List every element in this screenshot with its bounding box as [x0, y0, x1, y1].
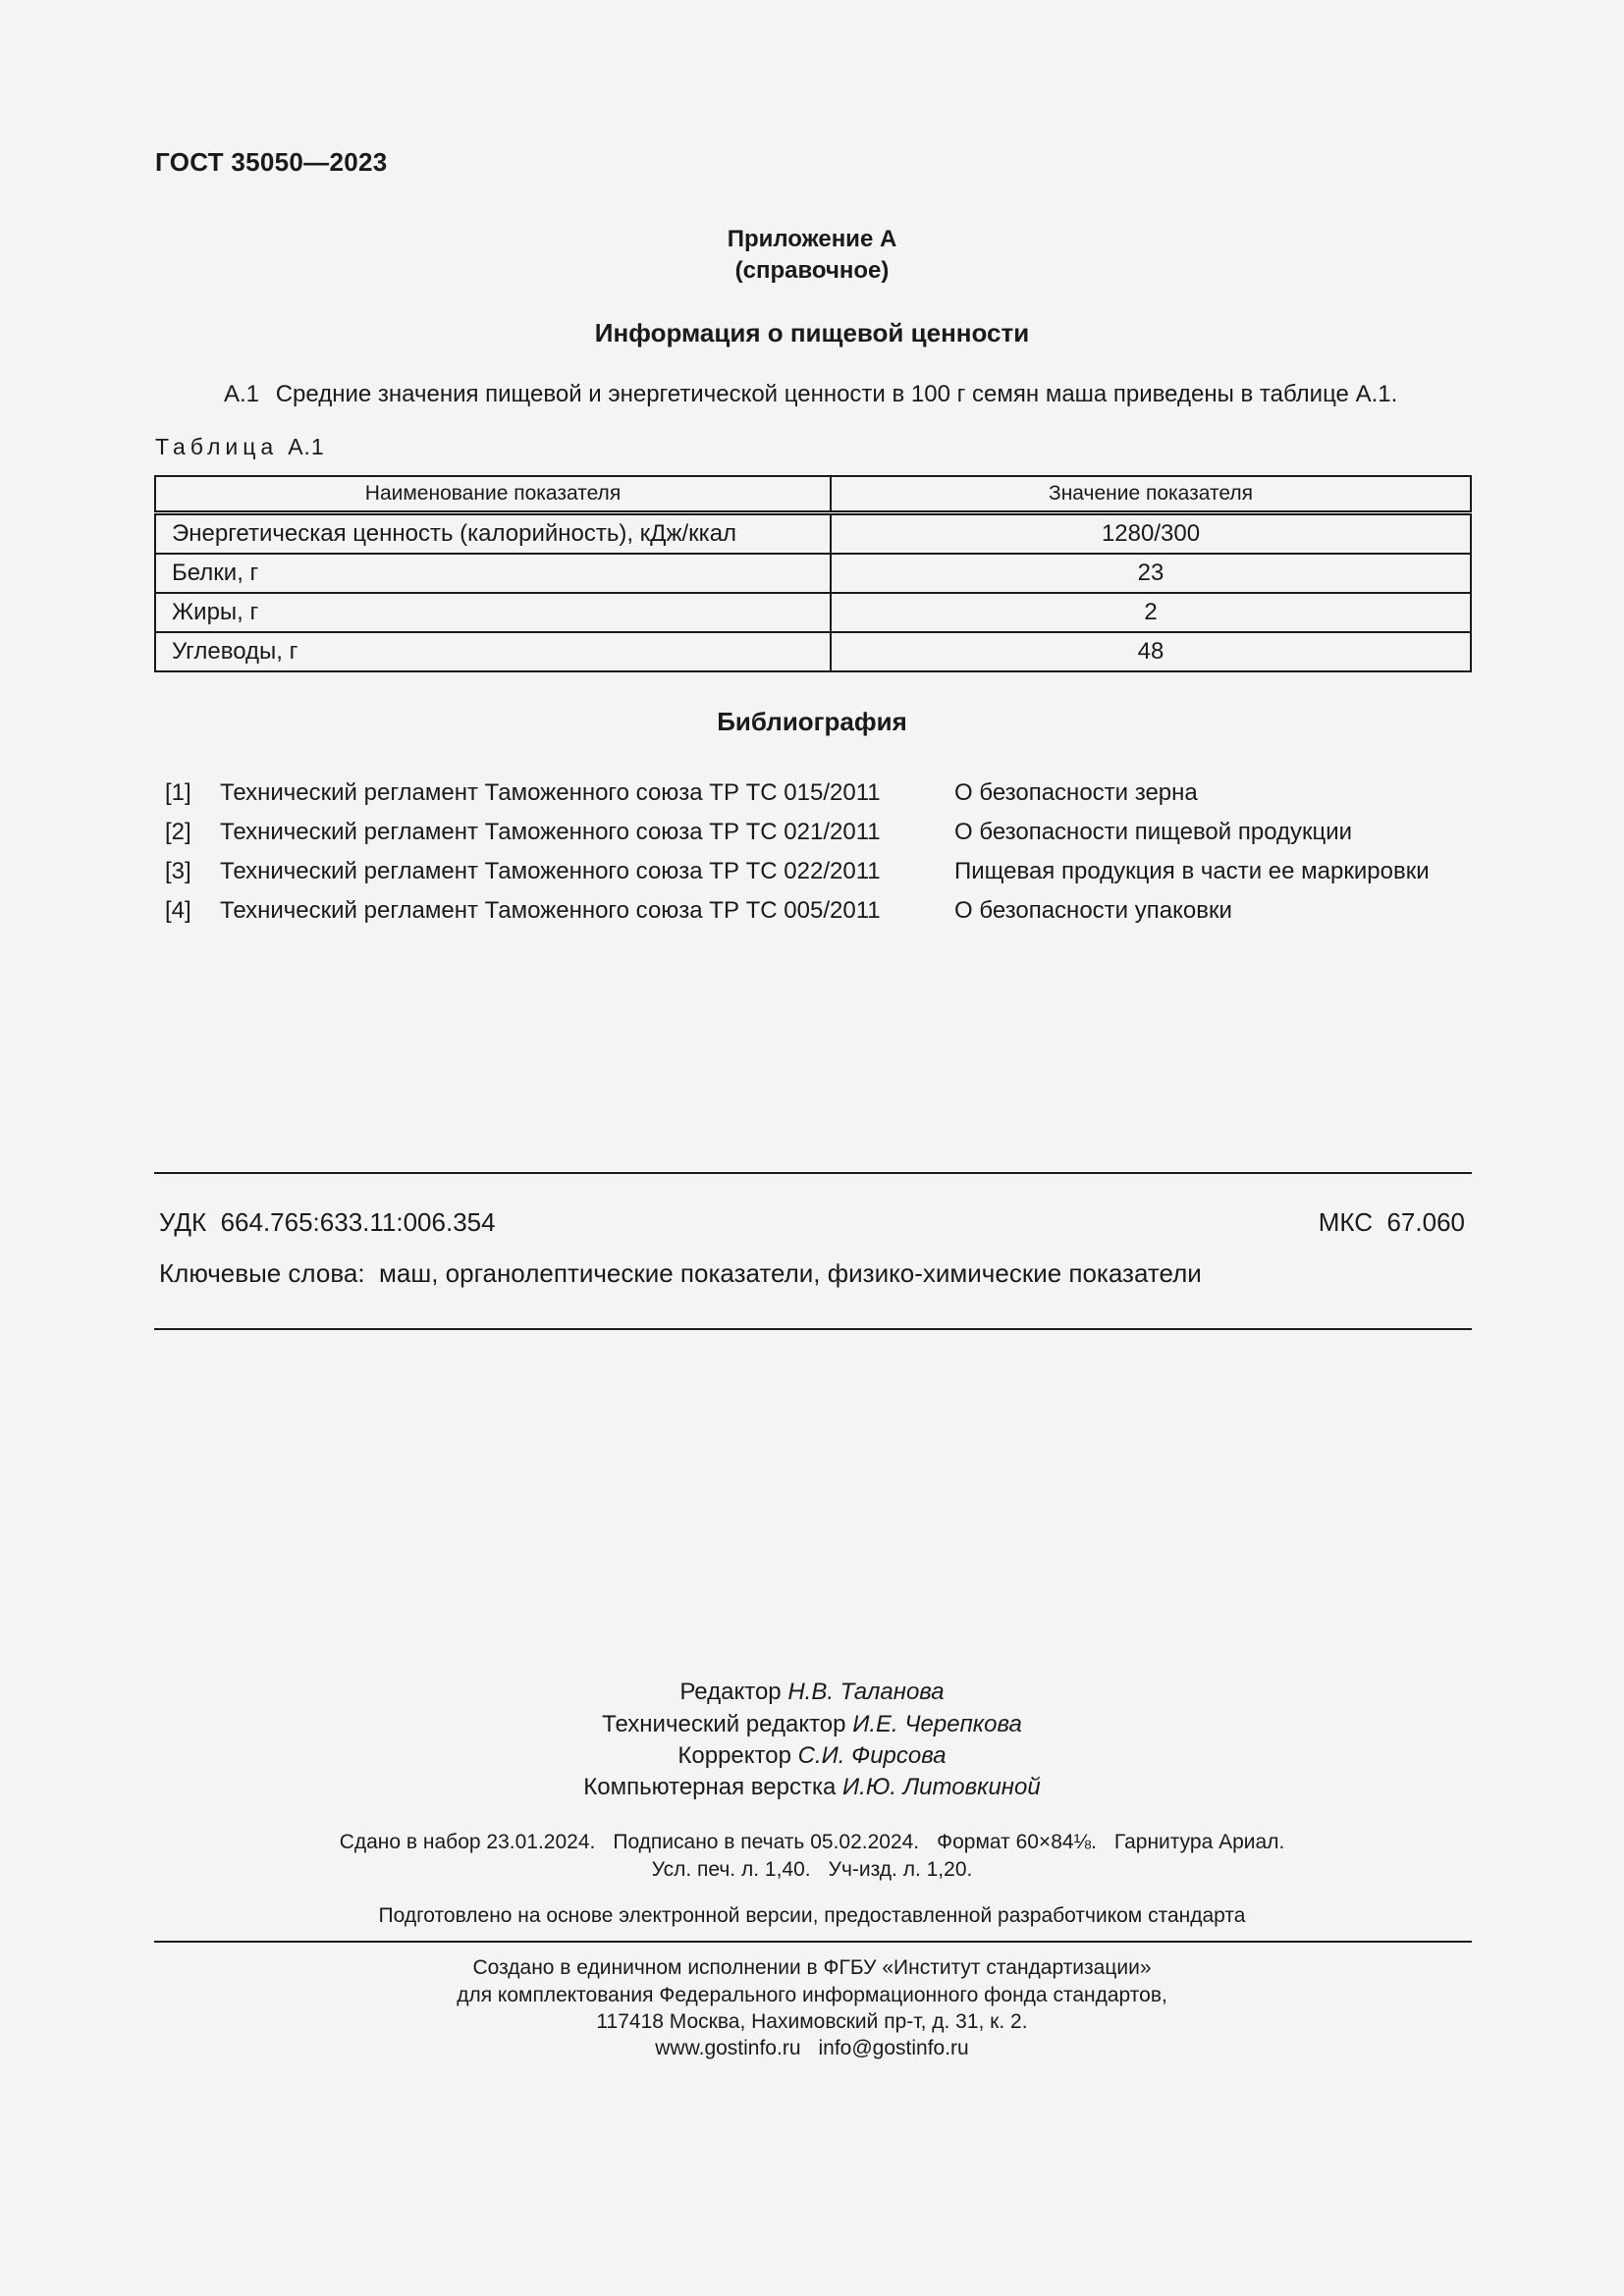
column-header-indicator: Наименование показателя	[155, 476, 831, 513]
mks-value: 67.060	[1386, 1207, 1465, 1237]
imprint-contacts	[0, 2037, 1624, 2060]
keywords-value: маш, органолептические показатели, физико-химические показатели	[379, 1258, 1202, 1288]
imprint-publisher-sheets: Уч-изд. л. 1,20.	[828, 1858, 973, 1881]
credit-line	[0, 1711, 1624, 1738]
table-row	[155, 632, 1471, 671]
bibliography-subject: О безопасности зерна	[954, 779, 1198, 806]
imprint-print-sheets: Усл. печ. л. 1,40.	[651, 1858, 811, 1881]
mks-label: МКС	[1318, 1207, 1374, 1237]
indicator-cell: Энергетическая ценность (калорийность), кДж/ккал	[155, 513, 831, 555]
udk-code	[159, 1207, 496, 1238]
nutrition-table	[154, 475, 1472, 672]
table-caption-number: А.1	[288, 434, 325, 459]
bibliography-subject: О безопасности упаковки	[954, 897, 1232, 924]
credit-role: Корректор	[677, 1742, 791, 1769]
bibliography-regulation: Технический регламент Таможенного союза ТР ТС 005/2011	[220, 897, 881, 924]
appendix-subtitle: (справочное)	[734, 257, 890, 284]
imprint-address: 117418 Москва, Нахимовский пр-т, д. 31, к. 2.	[596, 2010, 1028, 2033]
bibliography-number: [1]	[165, 779, 191, 806]
imprint-line-2	[0, 1858, 1624, 1882]
imprint-format: Формат 60×84⅛.	[937, 1831, 1097, 1853]
divider-bottom	[154, 1328, 1472, 1330]
appendix-title: Приложение А	[727, 226, 897, 252]
credit-name: С.И. Фирсова	[797, 1742, 947, 1769]
value-cell: 1280/300	[831, 513, 1471, 555]
value-cell: 23	[831, 554, 1471, 593]
bibliography-regulation: Технический регламент Таможенного союза ТР ТС 021/2011	[220, 819, 881, 845]
divider-imprint	[154, 1941, 1472, 1943]
bibliography-number: [4]	[165, 897, 191, 924]
imprint-created-2: для комплектования Федерального информационного фонда стандартов,	[457, 1984, 1167, 2006]
imprint-line-1	[0, 1831, 1624, 1854]
bibliography-item	[165, 779, 1198, 807]
credit-name: И.Е. Черепкова	[852, 1711, 1022, 1737]
credit-line	[0, 1742, 1624, 1770]
section-title: Информация о пищевой ценности	[594, 318, 1030, 347]
table-caption-word: Таблица	[155, 434, 279, 459]
bibliography-subject: Пищевая продукция в части ее маркировки	[954, 858, 1430, 884]
bibliography-item	[165, 819, 1352, 846]
imprint-created-1: Создано в единичном исполнении в ФГБУ «Институт стандартизации»	[472, 1956, 1152, 1979]
keywords-label: Ключевые слова:	[159, 1258, 365, 1288]
credit-name: И.Ю. Литовкиной	[842, 1774, 1041, 1800]
paragraph-a1	[224, 381, 1397, 408]
table-row	[155, 513, 1471, 555]
credit-line	[0, 1774, 1624, 1801]
paragraph-text: Средние значения пищевой и энергетической ценности в 100 г семян маша приведены в таблице А.1.	[275, 381, 1398, 407]
udk-value: 664.765:633.11:006.354	[220, 1207, 496, 1237]
udk-label: УДК	[159, 1207, 207, 1237]
bibliography-subject: О безопасности пищевой продукции	[954, 819, 1353, 845]
indicator-cell: Жиры, г	[155, 593, 831, 632]
indicator-cell: Белки, г	[155, 554, 831, 593]
imprint-signed: Подписано в печать 05.02.2024.	[613, 1831, 920, 1853]
credit-role: Компьютерная верстка	[583, 1774, 837, 1800]
bibliography-regulation: Технический регламент Таможенного союза ТР ТС 015/2011	[220, 779, 881, 806]
email-link[interactable]: info@gostinfo.ru	[818, 2037, 969, 2059]
website-link[interactable]: www.gostinfo.ru	[655, 2037, 801, 2059]
credit-role: Технический редактор	[602, 1711, 846, 1737]
bibliography-title: Библиография	[717, 707, 907, 736]
bibliography-item	[165, 897, 1232, 925]
imprint-typeset: Сдано в набор 23.01.2024.	[339, 1831, 596, 1853]
table-header-row	[155, 476, 1471, 513]
table-row	[155, 593, 1471, 632]
bibliography-item	[165, 858, 1430, 885]
bibliography-regulation: Технический регламент Таможенного союза ТР ТС 022/2011	[220, 858, 881, 884]
credit-name: Н.В. Таланова	[787, 1679, 945, 1705]
value-cell: 2	[831, 593, 1471, 632]
table-caption	[155, 434, 325, 460]
paragraph-number: А.1	[224, 381, 260, 407]
imprint-prepared: Подготовлено на основе электронной версии, предоставленной разработчиком стандарта	[378, 1904, 1246, 1927]
column-header-value: Значение показателя	[831, 476, 1471, 513]
bibliography-number: [2]	[165, 819, 191, 845]
indicator-cell: Углеводы, г	[155, 632, 831, 671]
mks-code	[1319, 1207, 1465, 1238]
value-cell: 48	[831, 632, 1471, 671]
bibliography-number: [3]	[165, 858, 191, 884]
keywords	[159, 1258, 1202, 1289]
imprint-font: Гарнитура Ариал.	[1113, 1831, 1285, 1853]
divider-top	[154, 1172, 1472, 1174]
table-row	[155, 554, 1471, 593]
document-header-id: ГОСТ 35050—2023	[155, 147, 388, 177]
credit-line	[0, 1679, 1624, 1706]
credit-role: Редактор	[679, 1679, 782, 1705]
